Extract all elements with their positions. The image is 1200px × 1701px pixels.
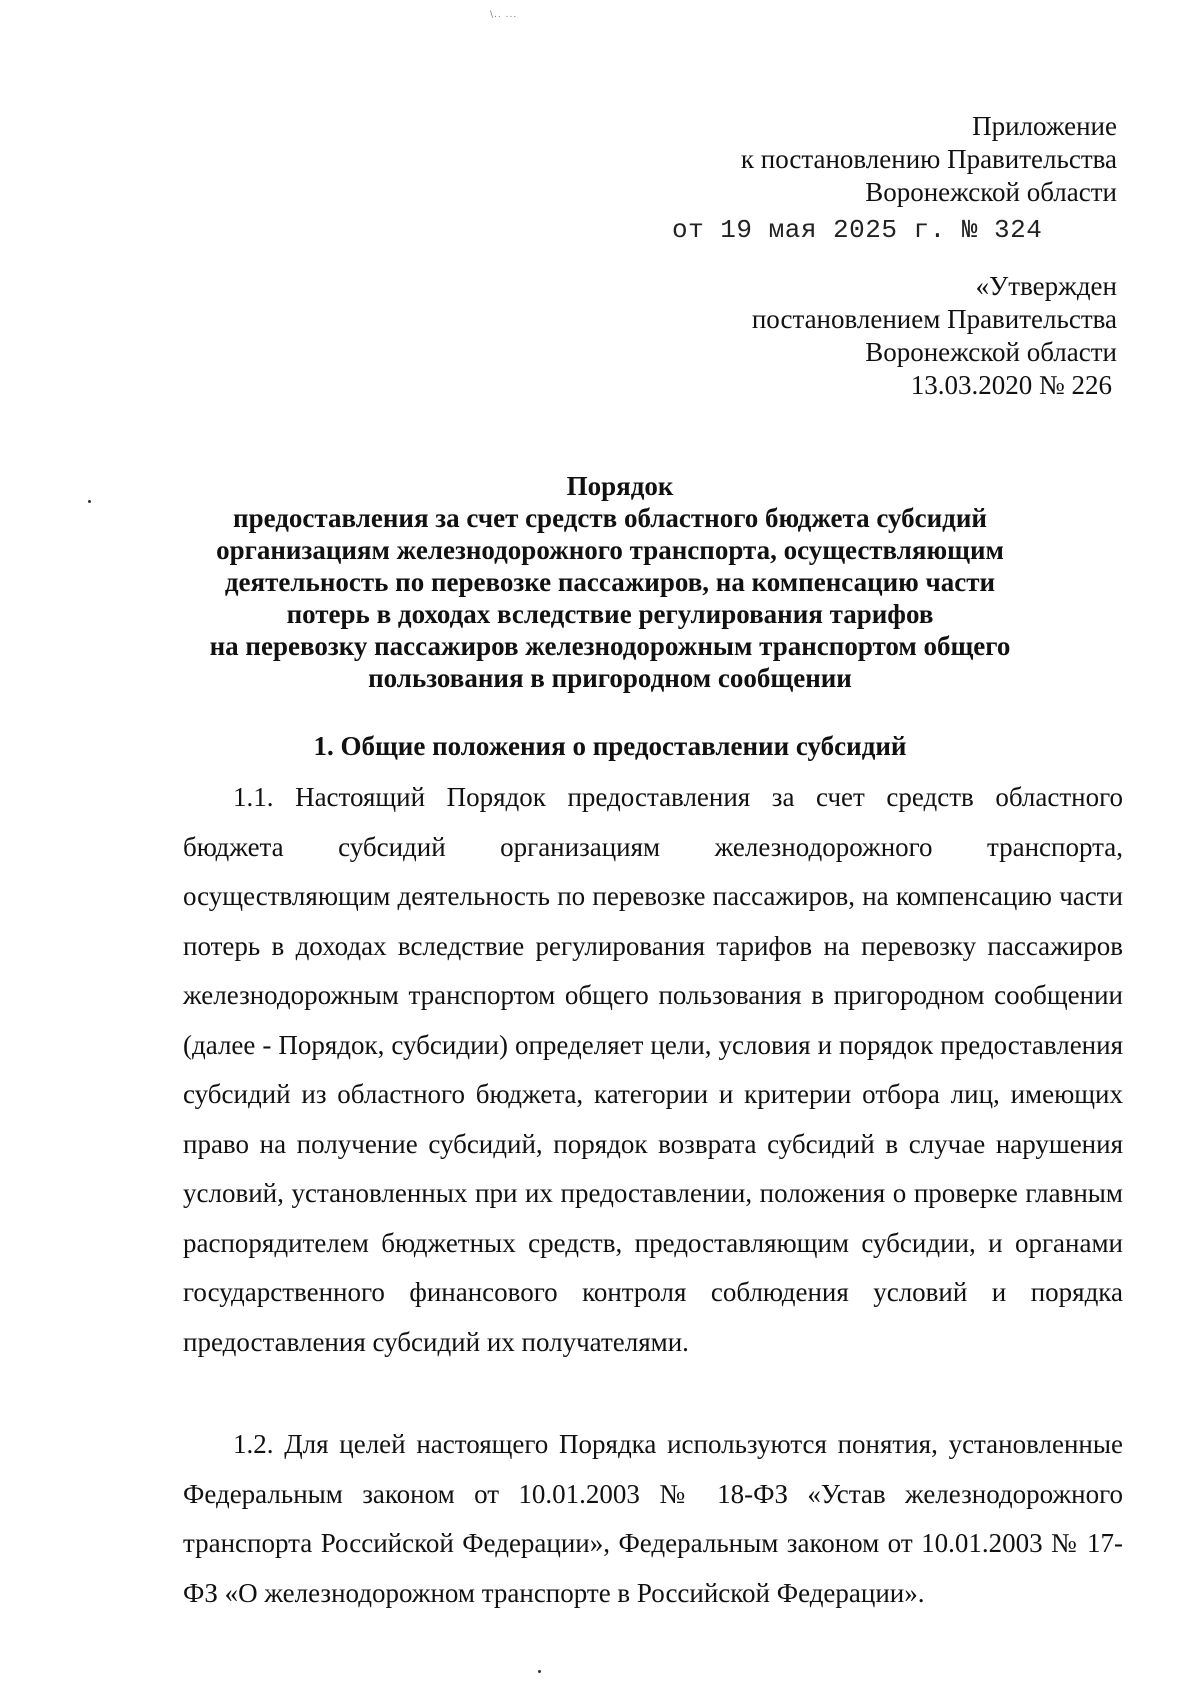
title-line-3: деятельность по перевозке пассажиров, на компенсацию части (224, 567, 996, 597)
approved-line-3: Воронежской области (865, 337, 1117, 367)
approved-line-2: постановлением Правительства (751, 304, 1117, 334)
registration-stamp: от 19 мая 2025 г. № 324 (672, 215, 1043, 245)
paragraph-1-1: 1.1. Настоящий Порядок предоставления за счет средств областного бюджета субсидий организациям железнодорожного транспорта, осуществляющим деятельность по перевозке пассажиров, на компенсацию части потерь в доходах вследствие регулирования тарифов на перевозку пассажиров железнодорожным транспортом общего пользования в пригородном сообщении (далее - Порядок, субсидии) определяет цели, условия и порядок предоставления субсидий из областного бюджета, категории и критерии отбора лиц, имеющих право на получение субсидий, порядок возврата субсидий в случае нарушения условий, установленных при их предоставлении, положения о проверке главным распорядителем бюджетных средств, предоставляющим субсидии, и органами государственного финансового контроля соблюдения условий и порядка предоставления субсидий их получателями. (183, 782, 1123, 1357)
approved-date-line: 13.03.2020 № 226 (910, 370, 1112, 400)
scan-speck-bottom (538, 1670, 541, 1673)
paragraph-1-2: 1.2. Для целей настоящего Порядка используются понятия, установленные Федеральным законом от 10.01.2003 № 18-ФЗ «Устав железнодорожного транспорта Российской Федерации», Федеральным законом от 10.01.2003 № 17-ФЗ «О железнодорожном транспорте в Российской Федерации». (183, 1429, 1123, 1608)
attachment-line-2: к постановлению Правительства (740, 144, 1117, 174)
title-line-5: на перевозку пассажиров железнодорожным транспортом общего (209, 631, 1011, 661)
title-line-4: потерь в доходах вследствие регулирования тарифов (286, 599, 934, 629)
title-head: Порядок (566, 471, 674, 501)
document-title (170, 470, 1050, 694)
scan-mark: \.. ... (490, 10, 518, 20)
title-line-2: организациям железнодорожного транспорта, осуществляющим (216, 535, 1004, 565)
section-heading: 1. Общие положения о предоставлении субсидий (313, 731, 907, 761)
attachment-line-1: Приложение (972, 111, 1117, 141)
scan-speck-left (88, 500, 91, 503)
approved-line-1: «Утвержден (975, 271, 1117, 301)
approved-block (752, 270, 1117, 402)
attachment-block (741, 110, 1117, 209)
title-line-1: предоставления за счет средств областного бюджета субсидий (233, 503, 987, 533)
title-line-6: пользования в пригородном сообщении (368, 663, 852, 693)
attachment-line-3: Воронежской области (865, 177, 1117, 207)
